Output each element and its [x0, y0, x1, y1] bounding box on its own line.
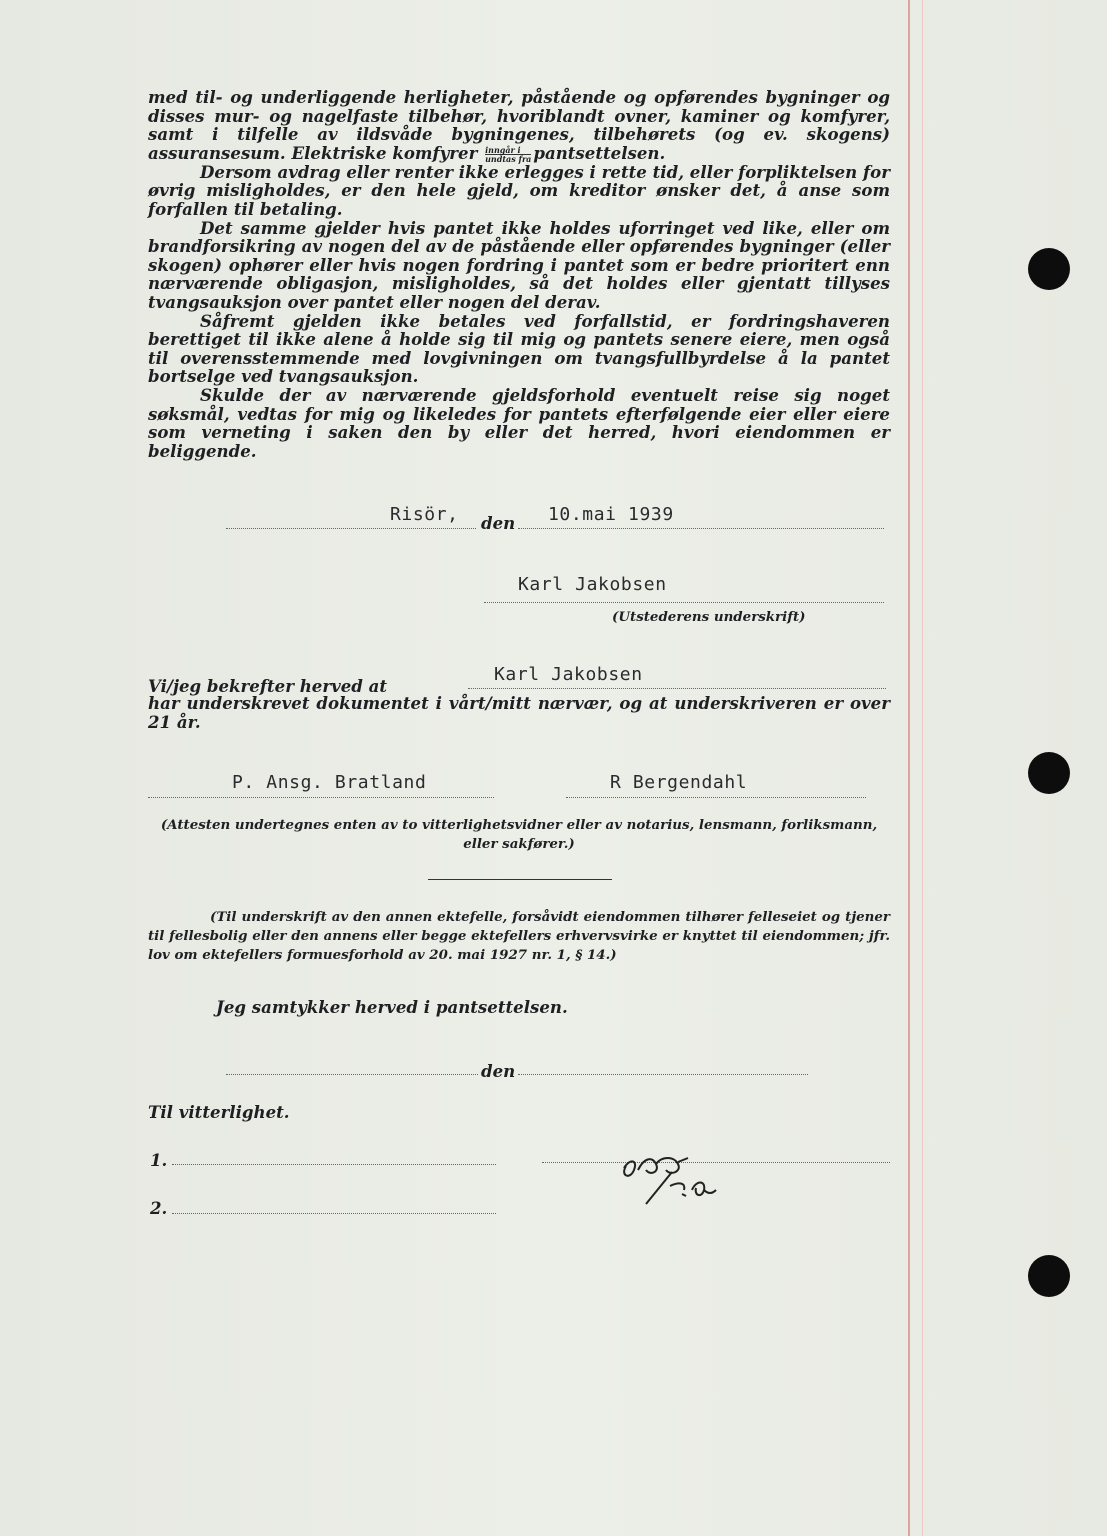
- paragraph-4: Såfremt gjelden ikke betales ved forfallstid, er fordringshaveren berettiget til ikke alene å holde sig til mig og pantets senere eiere, men også til overensstemmende med lovgivningen om tvangsfullbyrdelse å la pantet bortselge ved tvangsauksjon.: [148, 310, 890, 387]
- paragraph-3: Det samme gjelder hvis pantet ikke holdes uforringet ved like, eller om brandforsikring av nogen del av de påstående eller opførendes bygninger (eller skogen) ophører eller hvis nogen fordring i pantet som er bedre prioritert enn nærværende obligasjon, misligholdes, så det holdes eller gjentatt tillyses tvangsauksjon over pantet eller nogen del derav.: [148, 217, 890, 312]
- confirm-name: Karl Jakobsen: [494, 664, 643, 685]
- fraction-top: inngår i: [485, 144, 521, 155]
- confirm-rest: har underskrevet dokumentet i vårt/mitt nærvær, og at underskriveren er over 21 år.: [148, 693, 890, 732]
- issuer-signature: Karl Jakobsen: [518, 574, 667, 595]
- consent-place-line: [226, 1074, 478, 1075]
- consent-text: Jeg samtykker herved i pantsettelsen.: [216, 997, 568, 1017]
- issuer-signature-line: [484, 602, 884, 603]
- paragraph-5: Skulde der av nærværende gjeldsforhold eventuelt reise sig noget søksmål, vedtas for mig og likeledes for pantets efterfølgende eier eller eiere som verneting i saken den by eller det herred, hvori eiendommen er beliggende.: [148, 384, 890, 461]
- issuer-caption: (Utstederens underskrift): [612, 609, 806, 625]
- consent-date-line: [518, 1074, 808, 1075]
- paragraph-2: Dersom avdrag eller renter ikke erlegges i rette tid, eller forpliktelsen for øvrig misligholdes, er den hele gjeld, om kreditor ønsker det, å anse som forfallen til betaling.: [148, 161, 890, 219]
- place-line: [226, 528, 476, 529]
- attest-note: (Attesten undertegnes enten av to vitterlighetsvidner eller av notarius, lensmann, forliksmann, eller sakfører.): [160, 817, 878, 852]
- witness-2-line: [566, 797, 866, 798]
- witness-num-2: 2.: [150, 1198, 168, 1218]
- consent-witness-1-line: [172, 1164, 496, 1165]
- confirm-label: Vi/jeg bekrefter herved at: [148, 676, 388, 696]
- spouse-note: (Til underskrift av den annen ektefelle, forsåvidt eiendommen tilhører felleseiet og tjener til fellesbolig eller den annens eller begge ektefellers erhvervsvirke er knyttet til eiendommen; jfr. lov om ektefellers formuesforhold av 20. mai 1927 nr. 1, § 14.): [148, 909, 890, 963]
- witness-1-line: [148, 797, 494, 798]
- punch-hole-bottom: [1028, 1255, 1070, 1297]
- consent-witness-2-line: [172, 1213, 496, 1214]
- separator-line: [428, 879, 612, 880]
- red-margin-line-secondary: [922, 0, 923, 1536]
- date-typed: 10.mai 1939: [548, 504, 674, 525]
- handwritten-initials: [612, 1150, 732, 1220]
- witness-heading: Til vitterlighet.: [148, 1102, 290, 1122]
- witness-2-signature: R Bergendahl: [610, 772, 748, 793]
- confirm-line: [468, 688, 886, 689]
- punch-hole-middle: [1028, 752, 1070, 794]
- paragraph-1: med til- og underliggende herligheter, påstående og opførendes bygninger og disses mur- og nagelfaste tilbehør, hvoriblandt ovner, kaminer og komfyrer, samt i tilfelle av ildsvåde bygningenes, tilbehørets (og ev. skogens) assuransesum. Elektriske komfyrer $\frac{\text{inngår i}}{\text{undtas fra}}$ pantsettelsen.: [148, 87, 890, 164]
- witness-1-signature: P. Ansg. Bratland: [232, 772, 427, 793]
- place-typed: Risör,: [390, 504, 459, 525]
- fraction-bottom: undtas fra: [485, 153, 532, 164]
- date-line: [518, 528, 884, 529]
- fraction-choice: [485, 146, 531, 163]
- mortgage-terms-text: [148, 88, 890, 460]
- witness-num-1: 1.: [150, 1150, 168, 1170]
- consent-den-label: den: [481, 1061, 516, 1081]
- den-label: den: [481, 513, 516, 533]
- red-margin-line: [908, 0, 910, 1536]
- punch-hole-top: [1028, 248, 1070, 290]
